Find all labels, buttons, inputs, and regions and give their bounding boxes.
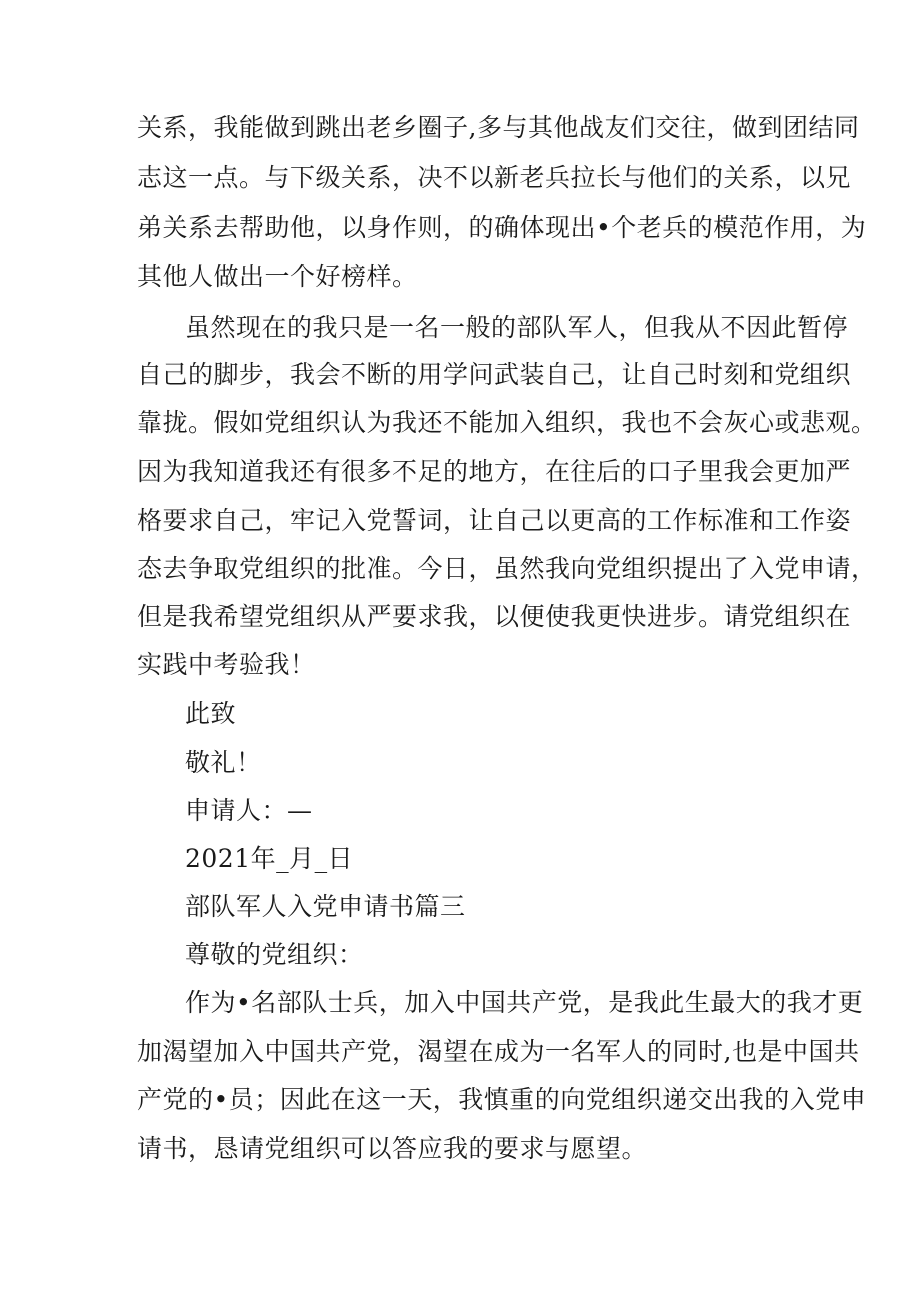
- section-title: 部队军人入党申请书篇三: [185, 892, 466, 921]
- applicant-signature: 申请人：—: [185, 796, 313, 825]
- text-line: 其他人做出一个好榜样。: [137, 262, 418, 291]
- text-line: 实践中考验我！: [137, 650, 316, 679]
- text-line: 弟关系去帮助他，以身作则，的确体现出•个老兵的模范作用，为: [137, 213, 867, 242]
- text-line: 关系，我能做到跳出老乡圈子,多与其他战友们交往，做到团结同: [137, 113, 860, 142]
- text-line: 态去争取党组织的批准。今日，虽然我向党组织提出了入党申请，: [137, 554, 877, 583]
- text-line: 加渴望加入中国共产党，渴望在成为一名军人的同时,也是中国共: [137, 1037, 860, 1066]
- text-line: 作为•名部队士兵，加入中国共产党，是我此生最大的我才更: [185, 988, 864, 1017]
- text-line: 志这一点。与下级关系，决不以新老兵拉长与他们的关系，以兄: [137, 163, 852, 192]
- text-line: 请书，恳请党组织可以答应我的要求与愿望。: [137, 1134, 648, 1163]
- text-line: 靠拢。假如党组织认为我还不能加入组织，我也不会灰心或悲观。: [137, 408, 877, 437]
- text-line: 自己的脚步，我会不断的用学问武装自己，让自己时刻和党组织: [137, 360, 852, 389]
- text-line: 虽然现在的我只是一名一般的部队军人，但我从不因此暂停: [185, 313, 849, 342]
- text-line: 产党的•员；因此在这一天，我慎重的向党组织递交出我的入党申: [137, 1085, 867, 1114]
- text-line: 格要求自己，牢记入党誓词，让自己以更高的工作标准和工作姿: [137, 506, 852, 535]
- application-date: 2021年_月_日: [185, 844, 354, 873]
- salutation: 尊敬的党组织：: [185, 940, 364, 969]
- closing-jing-li: 敬礼！: [185, 748, 262, 777]
- text-line: 但是我希望党组织从严要求我，以便使我更快进步。请党组织在: [137, 602, 852, 631]
- closing-ci-zhi: 此致: [185, 699, 237, 728]
- text-line: 因为我知道我还有很多不足的地方，在往后的口子里我会更加严: [137, 457, 852, 486]
